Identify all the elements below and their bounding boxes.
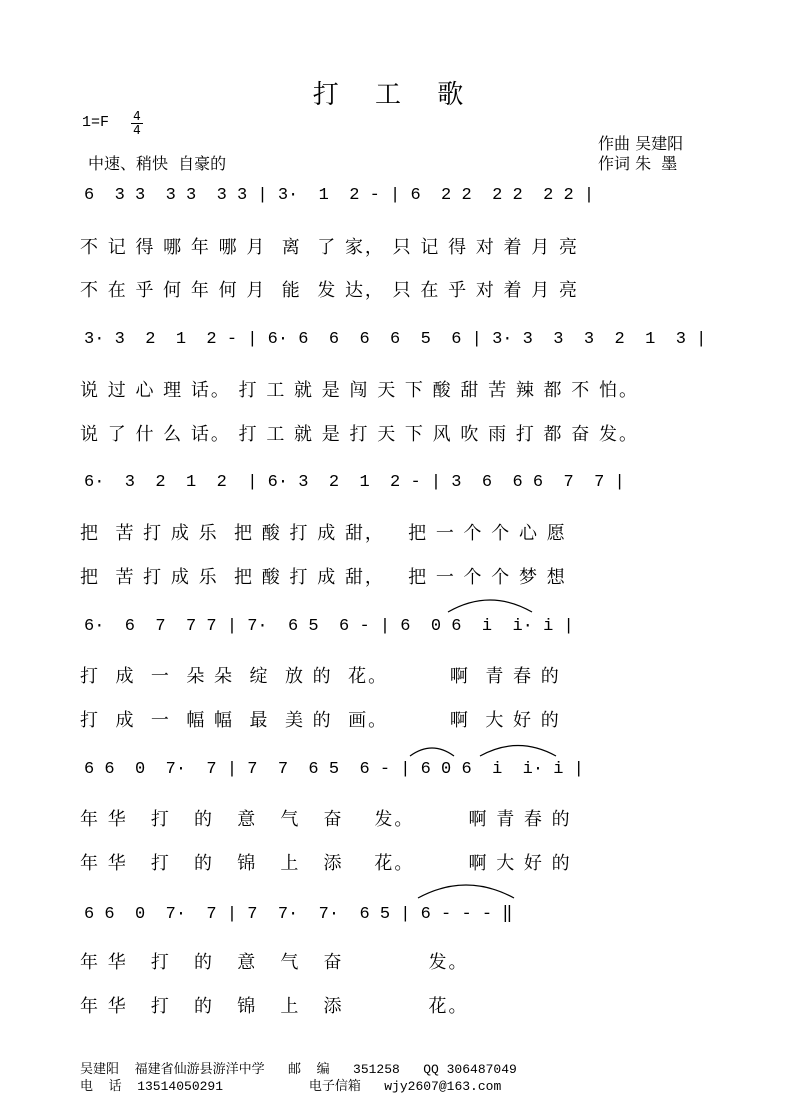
notation-row-3: 6· 3 2 1 2 | 6· 3 2 1 2 - | 3 6 6 6 7 7 | bbox=[84, 473, 625, 492]
notation-row-5: 6 6 0 7· 7 | 7 7 6 5 6 - | 6 0 6 i i· i | bbox=[84, 760, 584, 779]
lyric-row-6-verse-2: 年 华 打 的 锦 上 添 花。 bbox=[80, 996, 469, 1017]
lyric-row-6-verse-1: 年 华 打 的 意 气 奋 发。 bbox=[80, 952, 469, 973]
lyric-row-2-verse-2: 说 了 什 么 话。 打 工 就 是 打 天 下 风 吹 雨 打 都 奋 发。 bbox=[80, 424, 639, 445]
key-signature: 1=F bbox=[82, 114, 110, 131]
lyric-row-3-verse-2: 把 苦 打 成 乐 把 酸 打 成 甜， 把 一 个 个 梦 想 bbox=[80, 567, 567, 588]
slur-row-4 bbox=[448, 600, 532, 612]
lyric-row-1-verse-1: 不 记 得 哪 年 哪 月 离 了 家， 只 记 得 对 着 月 亮 bbox=[80, 237, 579, 258]
notation-row-6: 6 6 0 7· 7 | 7 7· 7· 6 5 | 6 - - - ‖ bbox=[84, 905, 513, 924]
footer-contact-line-1: 吴建阳 福建省仙游县游洋中学 邮 编 351258 QQ 306487049 bbox=[80, 1062, 517, 1077]
slur-row-5-b bbox=[480, 746, 556, 757]
slur-row-6 bbox=[418, 885, 514, 898]
tempo-marking: 中速、稍快 自豪的 bbox=[88, 154, 227, 173]
lyric-row-1-verse-2: 不 在 乎 何 年 何 月 能 发 达， 只 在 乎 对 着 月 亮 bbox=[80, 280, 579, 301]
lyric-row-5-verse-1: 年 华 打 的 意 气 奋 发。 啊 青 春 的 bbox=[80, 809, 572, 830]
time-sig-bottom: 4 bbox=[131, 123, 143, 137]
lyric-row-5-verse-2: 年 华 打 的 锦 上 添 花。 啊 大 好 的 bbox=[80, 853, 572, 874]
lyricist-credit: 作词 朱 墨 bbox=[598, 154, 678, 173]
notation-row-4: 6· 6 7 7 7 | 7· 6 5 6 - | 6 0 6 i i· i | bbox=[84, 617, 574, 636]
notation-row-2: 3· 3 2 1 2 - | 6· 6 6 6 6 5 6 | 3· 3 3 3 2 1 3 | bbox=[84, 330, 707, 349]
lyric-row-4-verse-2: 打 成 一 幅 幅 最 美 的 画。 啊 大 好 的 bbox=[80, 710, 561, 731]
lyric-row-3-verse-1: 把 苦 打 成 乐 把 酸 打 成 甜， 把 一 个 个 心 愿 bbox=[80, 523, 567, 544]
lyric-row-2-verse-1: 说 过 心 理 话。 打 工 就 是 闯 天 下 酸 甜 苦 辣 都 不 怕。 bbox=[80, 380, 639, 401]
time-sig-top: 4 bbox=[133, 109, 141, 123]
composer-credit: 作曲 吴建阳 bbox=[598, 134, 684, 153]
notation-row-1: 6 3 3 3 3 3 3 | 3· 1 2 - | 6 2 2 2 2 2 2 | bbox=[84, 186, 595, 205]
footer-contact-line-2: 电 话 13514050291 电子信箱 wjy2607@163.com bbox=[80, 1079, 502, 1094]
song-title: 打 工 歌 bbox=[312, 80, 478, 110]
lyric-row-4-verse-1: 打 成 一 朵 朵 绽 放 的 花。 啊 青 春 的 bbox=[80, 666, 561, 687]
slur-row-5-a bbox=[410, 748, 454, 756]
